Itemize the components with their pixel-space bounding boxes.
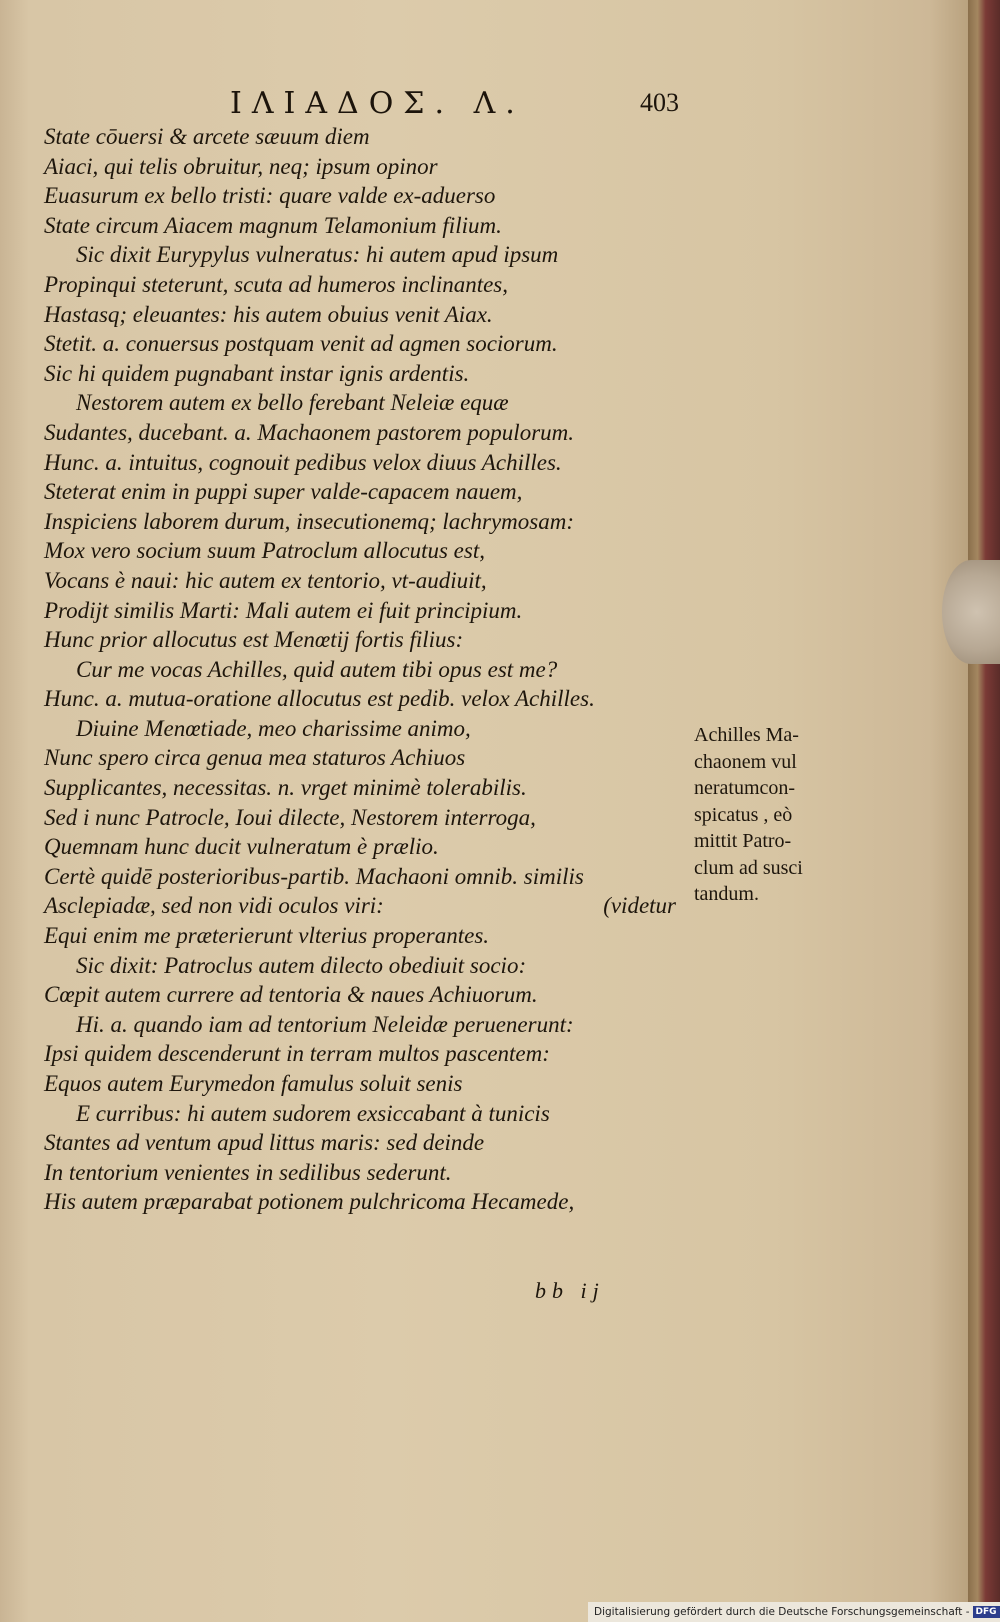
verse-line: Equi enim me præterierunt vlterius properantes. [44,923,490,949]
verse-line: Nestorem autem ex bello ferebant Neleiæ equæ [76,390,509,416]
footer-credit [588,1602,1000,1622]
clasp-tab [942,560,1000,664]
running-head-title: ΙΛΙΑΔΟΣ. Λ. [230,86,525,121]
verse-line: Vocans è naui: hic autem ex tentorio, vt-audiuit, [44,567,487,593]
verse-line: Equos autem Eurymedon famulus soluit senis [44,1071,463,1096]
verse-line: Sed i nunc Patrocle, Ioui dilecte, Nestorem interroga, [44,804,536,830]
verse-line: His autem præparabat potionem pulchricoma Hecamede, [44,1189,575,1215]
verse-line: Sudantes, ducebant. a. Machaonem pastorem populorum. [44,419,574,445]
verse-line-turnover: (videtur [603,893,676,919]
page-number: 403 [640,88,679,117]
verse-line: Certè quidē posterioribus-partib. Machaoni omnib. similis [44,863,584,889]
verse-line: Ipsi quidem descenderunt in terram multos pascentem: [44,1041,550,1067]
verse-line: Mox vero socium suum Patroclum allocutus est, [44,538,485,564]
verse-line: Hunc. a. mutua-oratione allocutus est pedib. velox Achilles. [44,686,595,712]
dfg-logo: DFG [973,1606,1000,1618]
verse-line: Sic dixit Eurypylus vulneratus: hi autem apud ipsum [76,242,559,268]
verse-line: Sic hi quidem pugnabant instar ignis ardentis. [44,360,470,386]
verse-line: E curribus: hi autem sudorem exsiccabant à tunicis [76,1100,550,1126]
marginal-note-line: Achilles Ma- [694,724,799,746]
verse-line: Cur me vocas Achilles, quid autem tibi opus est me? [76,656,558,682]
marginal-note-line: neratumcon- [694,777,796,799]
page-edge [968,0,1000,1622]
verse-line: In tentorium venientes in sedilibus sederunt. [44,1159,452,1185]
verse-line: Hunc. a. intuitus, cognouit pedibus velox diuus Achilles. [44,449,562,475]
verse-line: Nunc spero circa genua mea staturos Achiuos [44,745,466,771]
verse-line: Stetit. a. conuersus postquam venit ad agmen sociorum. [44,331,558,357]
verse-line: State circum Aiacem magnum Telamonium filium. [44,212,502,238]
verse-line: Asclepiadæ, sed non vidi oculos viri: [44,893,384,919]
verse-line: Supplicantes, necessitas. n. vrget minimè tolerabilis. [44,775,527,801]
marginal-note-line: tandum. [694,883,759,905]
verse-line: Diuine Menœtiade, meo charissime animo, [76,715,471,741]
signature-mark: bb ij [535,1278,605,1303]
verse-line: Cœpit autem currere ad tentoria & naues Achiuorum. [44,982,538,1008]
verse-line: Hunc prior allocutus est Menœtij fortis filius: [44,627,464,653]
running-head [0,86,968,126]
footer-text: Digitalisierung gefördert durch die Deutsche Forschungsgemeinschaft - [594,1606,970,1618]
marginal-note [694,722,844,908]
verse-line: Aiaci, qui telis obruitur, neq; ipsum opinor [44,153,438,179]
verse-line: Hastasq; eleuantes: his autem obuius venit Aiax. [44,301,493,327]
marginal-note-line: spicatus , eò [694,803,793,826]
verse-column [44,122,694,1217]
verse-line: Inspiciens laborem durum, insecutionemq; lachrymosam: [44,508,574,534]
marginal-note-line: mittit Patro- [694,830,792,852]
verse-line: Prodijt similis Marti: Mali autem ei fuit principium. [44,597,523,623]
verse-line: Propinqui steterunt, scuta ad humeros inclinantes, [44,271,509,297]
verse-line: Euasurum ex bello tristi: quare valde ex-aduerso [44,183,496,209]
verse-line: Quemnam hunc ducit vulneratum è prælio. [44,834,439,860]
marginal-note-line: chaonem vul [694,750,797,773]
verse-line: Stantes ad ventum apud littus maris: sed deinde [44,1130,485,1156]
marginal-note-line: clum ad susci [694,856,803,879]
verse-line: Hi. a. quando iam ad tentorium Neleidæ peruenerunt: [76,1011,574,1037]
verse-line: Sic dixit: Patroclus autem dilecto obediuit socio: [76,952,527,978]
verse-line: Steterat enim in puppi super valde-capacem nauem, [44,479,523,505]
verse-line: State cōuersi & arcete sæuum diem [44,124,370,149]
